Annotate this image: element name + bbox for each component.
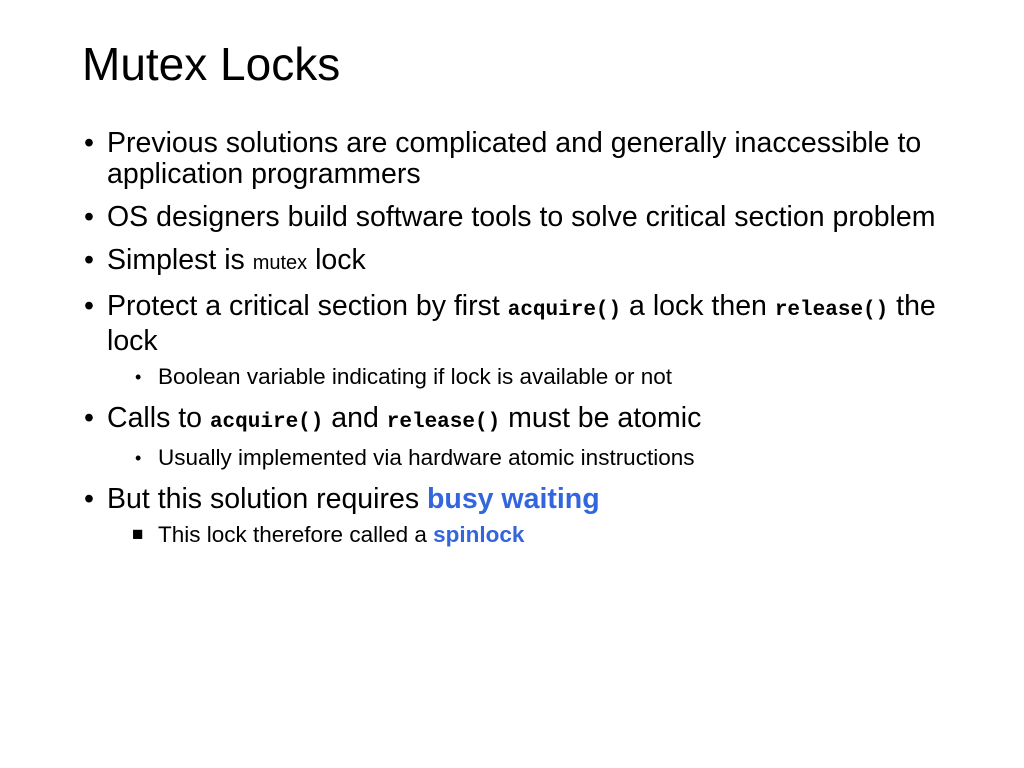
sub-bullet-hardware [135,445,954,471]
bullet-icon: • [84,244,94,276]
bullet-icon: • [135,448,142,468]
acquire-code: acquire() [209,411,324,434]
bullet-text-post: lock [307,244,366,276]
bullet-icon: • [84,483,94,515]
release-code: release() [386,411,501,434]
bullet-text-post: must be atomic [500,402,702,434]
sub-bullet-text: Boolean variable indicating if lock is available or not [158,364,673,389]
sub-bullet-text: Usually implemented via hardware atomic instructions [158,445,695,470]
bullet-text-pre: But this solution requires [107,483,427,515]
bullet-text-pre: Calls to [107,402,210,434]
bullet-item-protect [84,291,954,357]
bullet-icon: • [84,201,94,233]
bullet-item-os-designers [84,202,954,233]
bullet-item-busy-waiting [84,484,954,515]
sub-bullet-spinlock [132,522,954,548]
square-bullet-icon: ■ [132,524,144,545]
bullet-item-calls [84,403,954,438]
bullet-item-previous-solutions [84,128,954,190]
bullet-text-post: the lock [107,290,936,357]
sub-bullet-boolean [135,364,954,390]
bullet-icon: • [84,402,94,434]
bullet-icon: • [84,290,94,322]
busy-waiting-term: busy waiting [427,483,600,515]
spinlock-term: spinlock [433,522,525,547]
bullet-text-mid: and [323,402,387,434]
sub-bullet-text-pre: This lock therefore called a [158,522,434,547]
release-code: release() [774,299,889,322]
bullet-item-simplest [84,245,954,279]
bullet-text-mid: a lock then [621,290,775,322]
bullet-text: OS designers build software tools to solve critical section problem [107,201,936,233]
bullet-text-pre: Protect a critical section by first [107,290,508,322]
slide-title: Mutex Locks [82,38,341,90]
acquire-code: acquire() [507,299,622,322]
bullet-list [84,128,954,561]
bullet-text-pre: Simplest is [107,244,253,276]
bullet-icon: • [84,127,94,159]
mutex-term: mutex [252,252,308,274]
bullet-text: Previous solutions are complicated and generally inaccessible to application programmers [107,127,922,190]
bullet-icon: • [135,367,142,387]
